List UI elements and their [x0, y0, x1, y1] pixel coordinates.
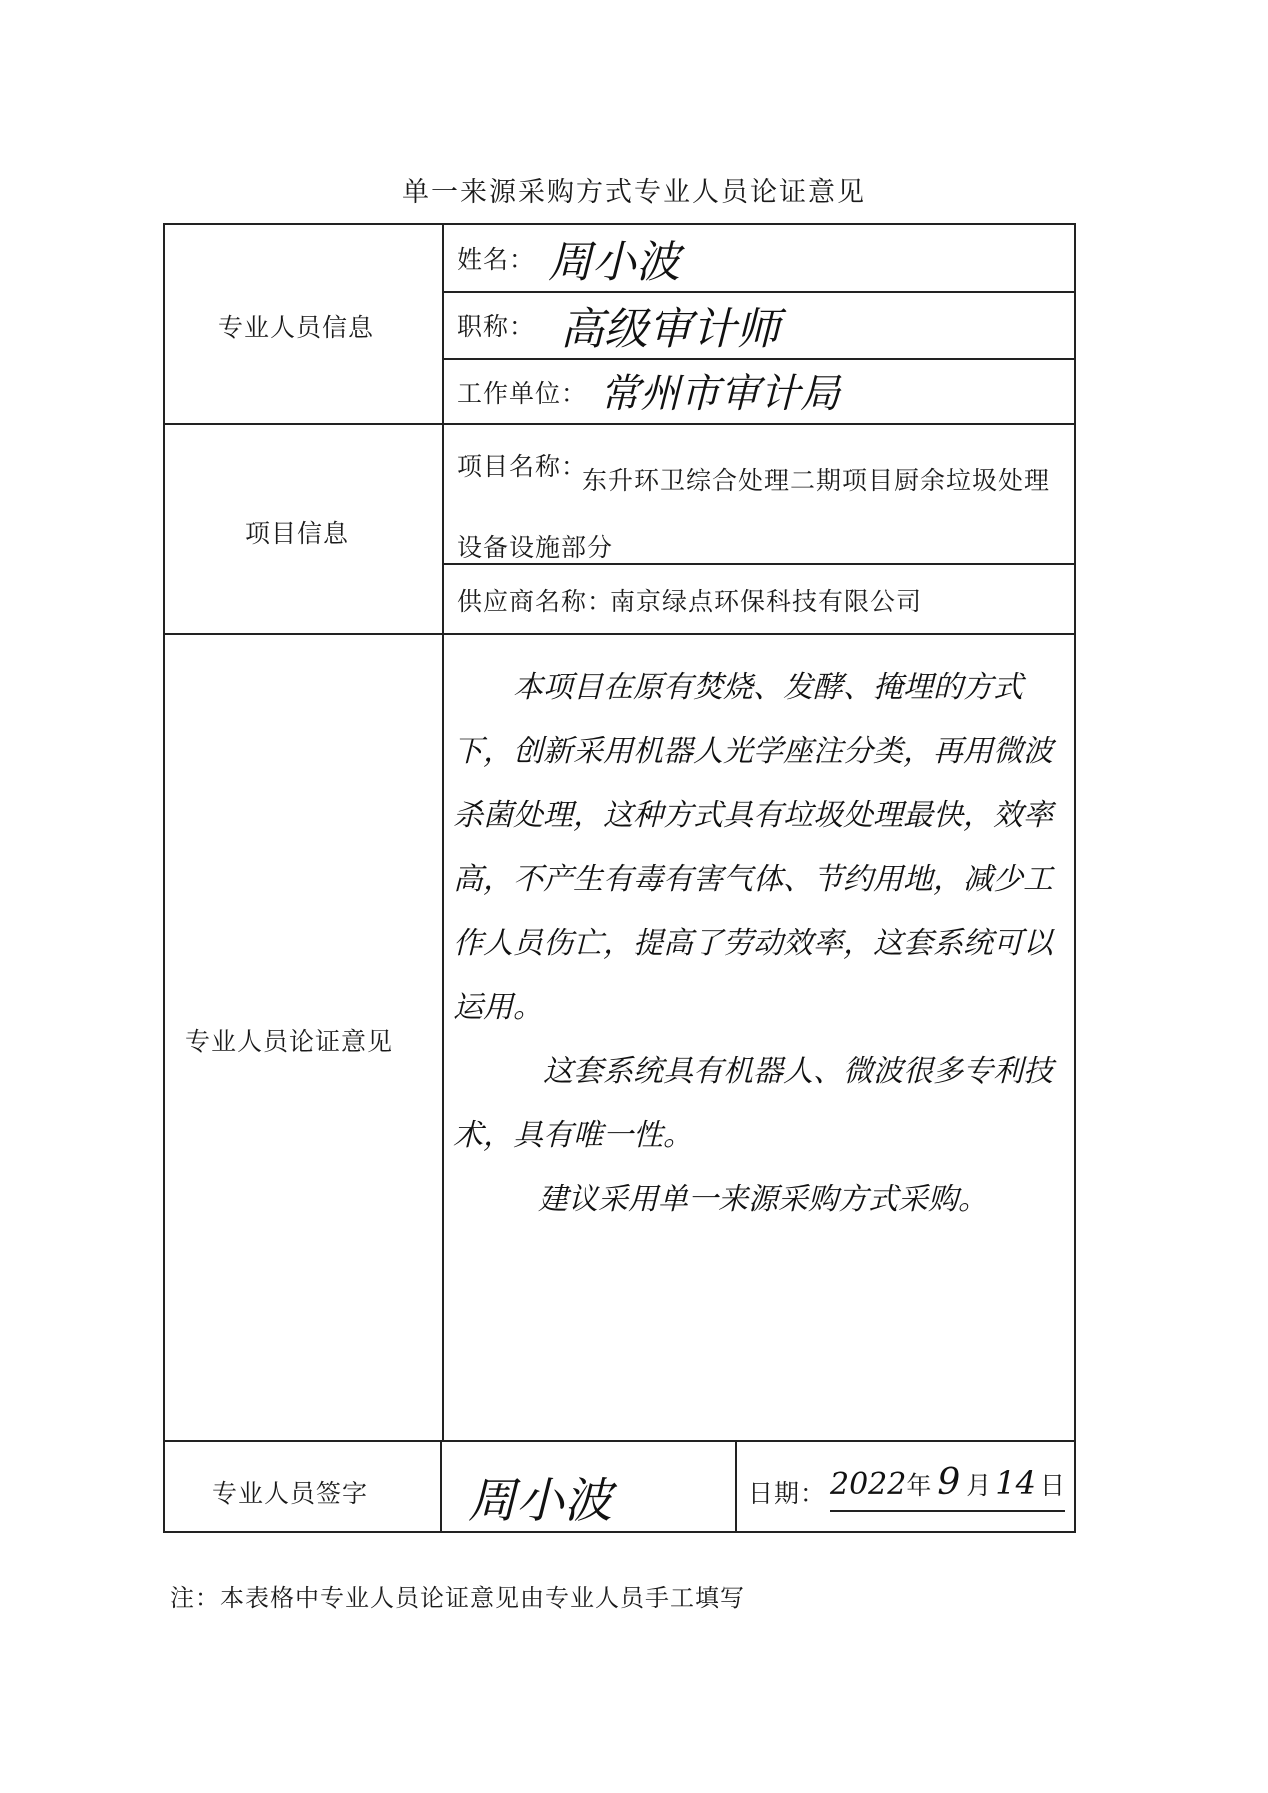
date-month-suffix: 月 — [966, 1471, 992, 1500]
date-value — [830, 1462, 1065, 1512]
signature-section-label: 专业人员签字 — [212, 1479, 369, 1508]
footer-note: 注：本表格中专业人员论证意见由专业人员手工填写 — [170, 1584, 745, 1612]
date-label: 日期： — [748, 1479, 827, 1508]
document-title: 单一来源采购方式专业人员论证意见 — [402, 177, 866, 208]
name-value: 周小波 — [548, 237, 680, 288]
column-divider — [442, 223, 444, 1442]
cell-divider — [442, 358, 1076, 360]
name-label: 姓名： — [457, 245, 536, 274]
personal-section-label: 专业人员信息 — [218, 313, 375, 342]
job-title-label: 职称： — [457, 312, 536, 341]
opinion-section-label: 专业人员论证意见 — [185, 1027, 394, 1056]
date-month: 9 — [937, 1462, 961, 1503]
column-divider — [735, 1440, 737, 1533]
work-unit-label: 工作单位： — [457, 379, 588, 408]
date-day-suffix: 日 — [1040, 1471, 1066, 1500]
project-name-label: 项目名称： — [457, 452, 588, 481]
signature-handwriting: 周小波 — [468, 1473, 613, 1529]
opinion-paragraph: 这套系统具有机器人、微波很多专利技术，具有唯一性。 — [453, 1054, 1053, 1153]
date-year: 2022 — [830, 1467, 907, 1502]
column-divider — [440, 1440, 442, 1533]
opinion-paragraph: 建议采用单一来源采购方式采购。 — [538, 1182, 988, 1217]
row-divider — [163, 1440, 1076, 1442]
date-day: 14 — [995, 1464, 1037, 1502]
opinion-text — [453, 656, 1073, 1232]
project-name-value: 东升环卫综合处理二期项目厨余垃圾处理设备设施部分 — [457, 466, 1051, 562]
job-title-value: 高级审计师 — [560, 304, 780, 355]
supplier-value: 南京绿点环保科技有限公司 — [610, 587, 923, 616]
row-divider — [163, 423, 1076, 425]
opinion-paragraph: 本项目在原有焚烧、发酵、掩埋的方式下，创新采用机器人光学座注分类，再用微波杀菌处理，这种方式具有垃圾处理最快，效率高，不产生有毒有害气体、节约用地，减少工作人员伤亡，提高了劳动效率，这套系统可以运用。 — [453, 670, 1053, 1025]
row-divider — [163, 633, 1076, 635]
date-year-suffix: 年 — [906, 1471, 932, 1500]
supplier-label: 供应商名称： — [457, 587, 614, 616]
work-unit-value: 常州市审计局 — [600, 371, 840, 417]
project-section-label: 项目信息 — [245, 519, 350, 548]
